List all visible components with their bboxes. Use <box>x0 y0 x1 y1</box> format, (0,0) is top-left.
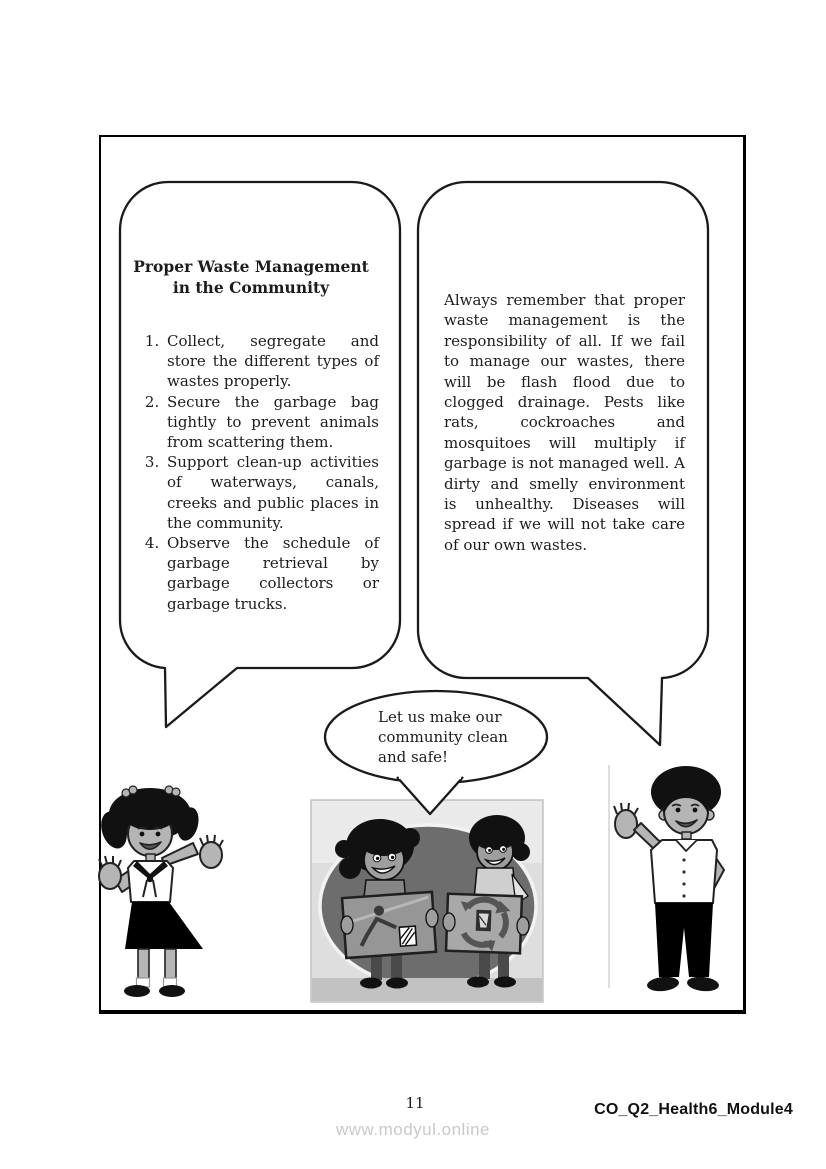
list-item-3: 3. Support clean-up activities of waterways, canals, creeks and public places in the community. <box>164 452 379 533</box>
title-line-1: Proper Waste Management <box>133 257 369 276</box>
center-bubble-text <box>378 707 528 767</box>
center-bubble-line-2: community clean <box>378 728 508 746</box>
children-posters-illustration <box>311 800 543 1002</box>
title-line-2: in the Community <box>172 278 330 297</box>
list-item-2: 2. Secure the garbage bag tightly to prevent animals from scattering them. <box>164 392 379 453</box>
list-item-4: 4. Observe the schedule of garbage retrieval by garbage collectors or garbage trucks. <box>164 533 379 614</box>
page-number: 11 <box>405 1094 425 1112</box>
left-bubble-list <box>137 331 379 614</box>
girl-waving-illustration <box>97 786 223 997</box>
list-item-1: 1. Collect, segregate and store the different types of wastes properly. <box>164 331 379 392</box>
boy-waving-illustration <box>614 766 724 993</box>
center-bubble-line-1: Let us make our <box>378 708 502 726</box>
watermark: www.modyul.online <box>336 1120 491 1139</box>
center-bubble-line-3: and safe! <box>378 748 449 766</box>
module-code: CO_Q2_Health6_Module4 <box>594 1101 793 1118</box>
right-bubble-paragraph: Always remember that proper waste management is the responsibility of all. If we fail to manage our wastes, there will be flash flood due to clogged drainage. Pests like rats, cockroaches and mosquitoes will multiply if garbage is not managed well. A dirty and smelly environment is unhealthy. Diseases will spread if we will not take care of our own wastes. <box>444 291 685 554</box>
left-bubble-title <box>130 256 372 298</box>
